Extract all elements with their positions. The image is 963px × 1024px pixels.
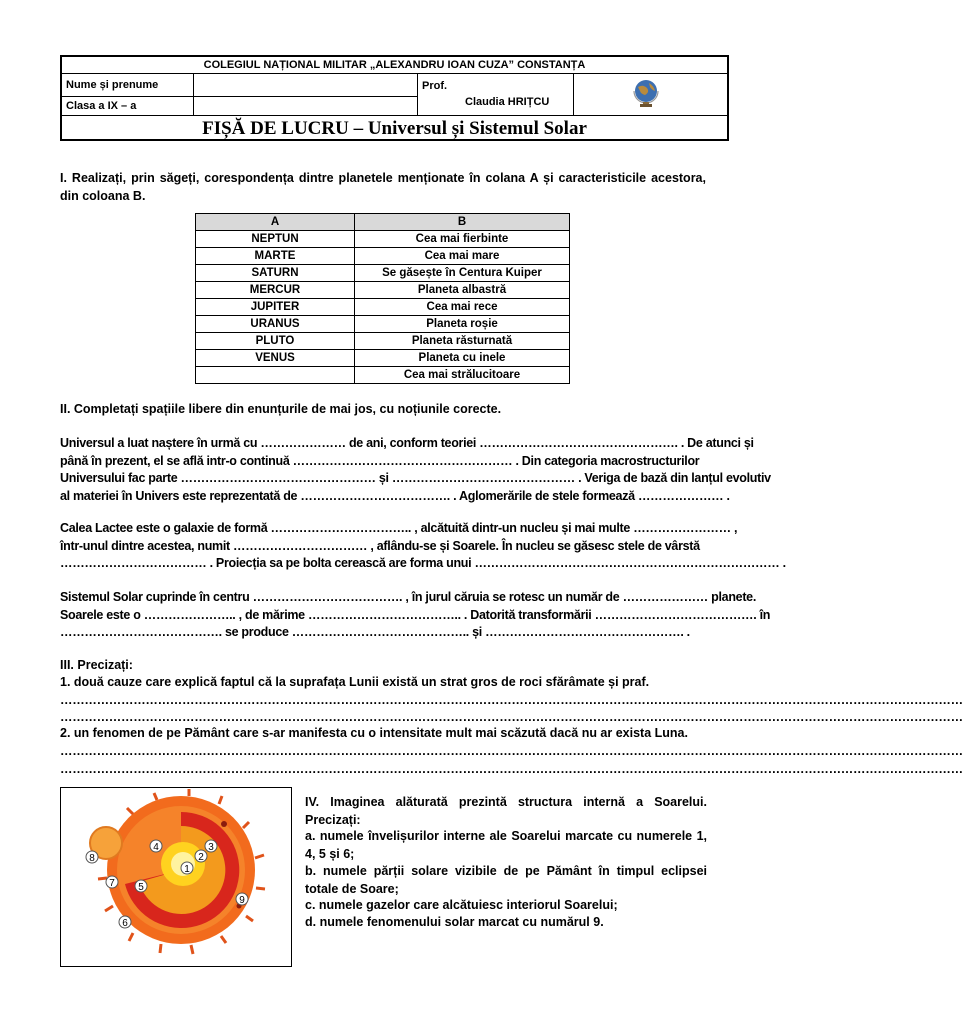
planet-cell: SATURN [196,265,355,282]
table-row [196,333,570,350]
answer-line[interactable]: …………………………………………………………………………………………………………………………………………………………………………………………………… [60,710,963,724]
table-row [196,350,570,367]
planet-cell: PLUTO [196,333,355,350]
planet-cell: JUPITER [196,299,355,316]
planet-cell: MARTE [196,248,355,265]
label-8: 8 [89,853,95,864]
table-row [196,316,570,333]
label-9: 9 [239,895,245,906]
col-b-header: B [355,214,570,231]
prof-name: Claudia HRIȚCU [465,96,550,108]
class-label: Clasa a IX – a [66,100,137,112]
label-2: 2 [198,852,204,863]
label-5: 5 [138,882,144,893]
table-row [196,282,570,299]
planet-cell: NEPTUN [196,231,355,248]
planet-cell: VENUS [196,350,355,367]
question-2: 2. un fenomen de pe Pământ care s-ar manifesta cu o intensitate mult mai scăzută dacă nu ar exista Luna. [60,726,688,740]
trait-cell: Cea mai fierbinte [355,231,570,248]
trait-cell: Planeta cu inele [355,350,570,367]
label-1: 1 [184,864,190,875]
trait-cell: Se găsește în Centura Kuiper [355,265,570,282]
section1-instruction: I. Realizați, prin săgeți, corespondența dintre planetele menționate în colana A și caracteristicile acestora, din coloana B. [60,171,706,203]
planet-cell [196,367,355,384]
section4-intro: IV. Imaginea alăturată prezintă structura internă a Soarelui. Precizați: [305,795,707,827]
table-row [196,367,570,384]
section4-item-d: d. numele fenomenului solar marcat cu numărul 9. [305,915,604,929]
divider [573,73,574,115]
divider [62,96,417,97]
table-row [196,299,570,316]
page-title: FIȘĂ DE LUCRU – Universul și Sistemul Solar [62,115,727,140]
label-7: 7 [109,878,115,889]
section4-item-a: a. numele învelișurilor interne ale Soarelui marcate cu numerele 1, 4, 5 și 6; [305,829,707,861]
planet-cell: MERCUR [196,282,355,299]
trait-cell: Cea mai strălucitoare [355,367,570,384]
paragraph-universe [60,435,771,505]
divider [417,73,418,115]
planet-cell: URANUS [196,316,355,333]
table-row [196,265,570,282]
label-4: 4 [153,842,159,853]
fill-line: Soarele este o ………………….. , de mărime ……………………………….. . Datorită transformării …………………………………. în [60,607,771,622]
fill-line: Sistemul Solar cuprinde în centru ………………………………. , în jurul căruia se rotesc un număr de ………………… planete. [60,590,757,604]
fill-line: Calea Lactee este o galaxie de formă …………………………….. , alcătuită dintr-un nucleu și mai multe …………………… , [60,521,738,535]
fill-line: Universului fac parte ………………………………………… și ……………………………………… . Veriga de bază din lanțul evolutiv [60,471,771,485]
fill-line: al materiei în Univers este reprezentată de ………………………………. . Aglomerările de stele formează ………………… . [60,488,730,503]
label-6: 6 [122,918,128,929]
name-label: Nume și prenume [66,79,159,91]
answer-line[interactable]: …………………………………………………………………………………………………………………………………………………………………………………………………… [60,693,963,707]
section3-title: III. Precizați: [60,658,133,672]
section4-item-c: c. numele gazelor care alcătuiesc interiorul Soarelui; [305,898,618,912]
trait-cell: Planeta albastră [355,282,570,299]
sun-diagram [61,788,291,966]
label-3: 3 [208,842,214,853]
globe-icon [628,78,664,108]
answer-line[interactable]: …………………………………………………………………………………………………………………………………………………………………………………………………… [60,744,963,758]
col-a-header: A [196,214,355,231]
answer-line[interactable]: …………………………………………………………………………………………………………………………………………………………………………………………………… [60,762,963,776]
fill-line: într-unul dintre acestea, numit …………………………… , aflându-se și Soarele. În nucleu se găsesc stele de vârstă [60,538,700,553]
sun-structure-image [60,787,292,967]
trait-cell: Planeta roșie [355,316,570,333]
section4-item-b: b. numele părții solare vizibile de pe Pământ în timpul eclipsei totale de Soare; [305,864,707,896]
fill-line: …………………………………. se produce …………………………………….. și …………………………………………. . [60,625,690,639]
fill-line: ……………………………… . Proiecția sa pe bolta cerească are forma unui ………………………………………………………………… . [60,556,786,570]
fill-line: până în prezent, el se află intr-o continuă ……………………………………………… . Din categoria macrostructurilor [60,453,700,468]
prof-label: Prof. [422,80,448,92]
trait-cell: Planeta răsturnată [355,333,570,350]
name-field[interactable] [194,74,416,95]
question-1: 1. două cauze care explică faptul că la suprafața Lunii există un strat gros de roci sfărâmate și praf. [60,675,650,689]
sunspot [221,821,227,827]
matching-table [195,213,570,384]
fill-line: Universul a luat naștere în urmă cu ………………… de ani, conform teoriei …………………………………………. . De atunci și [60,436,754,450]
school-name: COLEGIUL NAȚIONAL MILITAR „ALEXANDRU IOAN CUZA” CONSTANȚA [62,57,727,74]
section2-instruction: II. Completați spațiile libere din enunțurile de mai jos, cu noțiunile corecte. [60,402,502,416]
trait-cell: Cea mai rece [355,299,570,316]
table-row [196,231,570,248]
table-row [196,248,570,265]
paragraph-solar-system [60,589,771,642]
paragraph-milky-way [60,520,786,573]
trait-cell: Cea mai mare [355,248,570,265]
